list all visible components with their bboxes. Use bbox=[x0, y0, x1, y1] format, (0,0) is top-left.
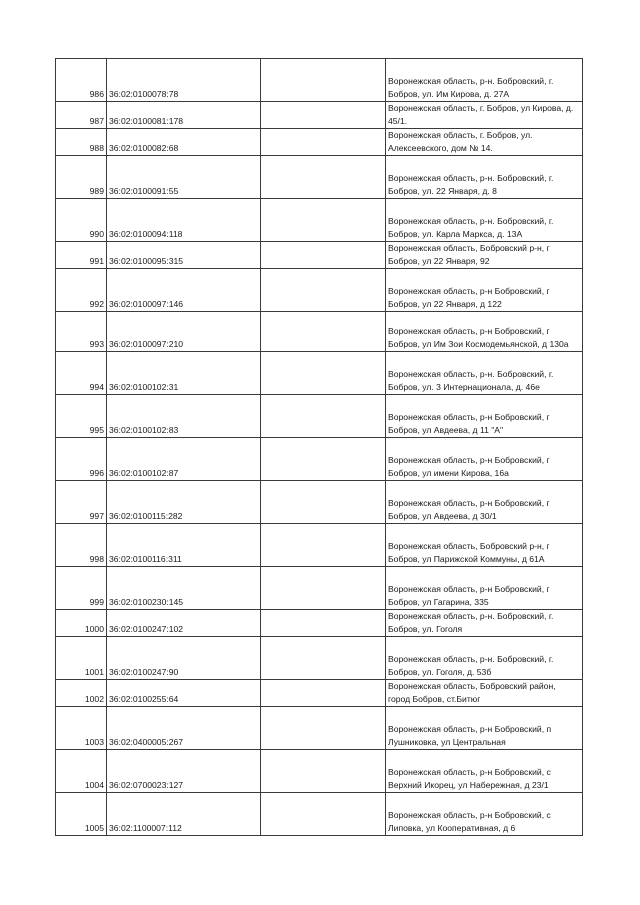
address-cell: Воронежская область, г. Бобров, ул Кирова, д. 45/1. bbox=[386, 102, 583, 129]
empty-cell bbox=[261, 129, 386, 156]
empty-cell bbox=[261, 707, 386, 750]
row-number: 1004 bbox=[56, 750, 107, 793]
cadastral-number: 36:02:0100095:315 bbox=[107, 242, 261, 269]
address-cell: Воронежская область, р-н Бобровский, г Бобров, ул Авдеева, д 11 "А" bbox=[386, 395, 583, 438]
cadastral-number: 36:02:0100255:64 bbox=[107, 680, 261, 707]
empty-cell bbox=[261, 199, 386, 242]
table-row bbox=[56, 242, 583, 269]
table-row bbox=[56, 352, 583, 395]
cadastral-number: 36:02:0100094:118 bbox=[107, 199, 261, 242]
table-row bbox=[56, 481, 583, 524]
row-number: 987 bbox=[56, 102, 107, 129]
row-number: 997 bbox=[56, 481, 107, 524]
table-row bbox=[56, 750, 583, 793]
address-cell: Воронежская область, р-н Бобровский, г Бобров, ул имени Кирова, 16а bbox=[386, 438, 583, 481]
cadastral-number: 36:02:0700023:127 bbox=[107, 750, 261, 793]
row-number: 1001 bbox=[56, 637, 107, 680]
empty-cell bbox=[261, 524, 386, 567]
cadastral-number: 36:02:1100007:112 bbox=[107, 793, 261, 836]
table-row bbox=[56, 793, 583, 836]
cadastral-number: 36:02:0100097:210 bbox=[107, 312, 261, 352]
cadastral-number: 36:02:0100082:68 bbox=[107, 129, 261, 156]
address-cell: Воронежская область, р-н Бобровский, с Верхний Икорец, ул Набережная, д 23/1 bbox=[386, 750, 583, 793]
empty-cell bbox=[261, 637, 386, 680]
address-cell: Воронежская область, р-н Бобровский, г Бобров, ул Им Зои Космодемьянской, д 130а bbox=[386, 312, 583, 352]
land-plot-table bbox=[55, 58, 583, 836]
row-number: 996 bbox=[56, 438, 107, 481]
empty-cell bbox=[261, 102, 386, 129]
empty-cell bbox=[261, 156, 386, 199]
address-cell: Воронежская область, г. Бобров, ул. Алексеевского, дом № 14. bbox=[386, 129, 583, 156]
table-row bbox=[56, 567, 583, 610]
cadastral-number: 36:02:0100102:31 bbox=[107, 352, 261, 395]
row-number: 1005 bbox=[56, 793, 107, 836]
row-number: 992 bbox=[56, 269, 107, 312]
row-number: 990 bbox=[56, 199, 107, 242]
address-cell: Воронежская область, р-н. Бобровский, г. Бобров, ул. Гоголя, д. 53б bbox=[386, 637, 583, 680]
row-number: 994 bbox=[56, 352, 107, 395]
row-number: 998 bbox=[56, 524, 107, 567]
table-row bbox=[56, 156, 583, 199]
table-row bbox=[56, 199, 583, 242]
table-row bbox=[56, 102, 583, 129]
address-cell: Воронежская область, р-н. Бобровский, г. Бобров, ул. 3 Интернационала, д. 46е bbox=[386, 352, 583, 395]
table-row bbox=[56, 395, 583, 438]
cadastral-number: 36:02:0100247:102 bbox=[107, 610, 261, 637]
row-number: 995 bbox=[56, 395, 107, 438]
row-number: 993 bbox=[56, 312, 107, 352]
table-row bbox=[56, 269, 583, 312]
empty-cell bbox=[261, 242, 386, 269]
cadastral-number: 36:02:0100078:78 bbox=[107, 59, 261, 102]
address-cell: Воронежская область, р-н Бобровский, с Липовка, ул Кооперативная, д 6 bbox=[386, 793, 583, 836]
cadastral-number: 36:02:0100102:87 bbox=[107, 438, 261, 481]
table-row bbox=[56, 524, 583, 567]
row-number: 1003 bbox=[56, 707, 107, 750]
empty-cell bbox=[261, 793, 386, 836]
empty-cell bbox=[261, 750, 386, 793]
table-row bbox=[56, 637, 583, 680]
empty-cell bbox=[261, 312, 386, 352]
row-number: 991 bbox=[56, 242, 107, 269]
address-cell: Воронежская область, р-н Бобровский, п Лушниковка, ул Центральная bbox=[386, 707, 583, 750]
cadastral-number: 36:02:0100097:146 bbox=[107, 269, 261, 312]
row-number: 989 bbox=[56, 156, 107, 199]
empty-cell bbox=[261, 567, 386, 610]
cadastral-number: 36:02:0100115:282 bbox=[107, 481, 261, 524]
empty-cell bbox=[261, 438, 386, 481]
address-cell: Воронежская область, р-н Бобровский, г Бобров, ул Авдеева, д 30/1 bbox=[386, 481, 583, 524]
row-number: 1000 bbox=[56, 610, 107, 637]
empty-cell bbox=[261, 610, 386, 637]
address-cell: Воронежская область, р-н. Бобровский, г. Бобров, ул. Гоголя bbox=[386, 610, 583, 637]
address-cell: Воронежская область, Бобровский район, город Бобров, ст.Битюг bbox=[386, 680, 583, 707]
empty-cell bbox=[261, 352, 386, 395]
table-row bbox=[56, 59, 583, 102]
empty-cell bbox=[261, 269, 386, 312]
address-cell: Воронежская область, р-н Бобровский, г Бобров, ул 22 Января, д 122 bbox=[386, 269, 583, 312]
table-row bbox=[56, 610, 583, 637]
cadastral-number: 36:02:0100230:145 bbox=[107, 567, 261, 610]
address-cell: Воронежская область, р-н. Бобровский, г. Бобров, ул. Им Кирова, д. 27А bbox=[386, 59, 583, 102]
row-number: 1002 bbox=[56, 680, 107, 707]
row-number: 986 bbox=[56, 59, 107, 102]
address-cell: Воронежская область, Бобровский р-н, г Бобров, ул Парижской Коммуны, д 61А bbox=[386, 524, 583, 567]
empty-cell bbox=[261, 481, 386, 524]
cadastral-number: 36:02:0100081:178 bbox=[107, 102, 261, 129]
cadastral-number: 36:02:0100116:311 bbox=[107, 524, 261, 567]
empty-cell bbox=[261, 59, 386, 102]
table-row bbox=[56, 438, 583, 481]
cadastral-number: 36:02:0100102:83 bbox=[107, 395, 261, 438]
address-cell: Воронежская область, р-н Бобровский, г Бобров, ул Гагарина, 335 bbox=[386, 567, 583, 610]
cadastral-number: 36:02:0100247:90 bbox=[107, 637, 261, 680]
table-row bbox=[56, 129, 583, 156]
cadastral-number: 36:02:0100091:55 bbox=[107, 156, 261, 199]
row-number: 999 bbox=[56, 567, 107, 610]
table-row bbox=[56, 312, 583, 352]
row-number: 988 bbox=[56, 129, 107, 156]
table-row bbox=[56, 680, 583, 707]
address-cell: Воронежская область, р-н. Бобровский, г. Бобров, ул. 22 Января, д. 8 bbox=[386, 156, 583, 199]
empty-cell bbox=[261, 680, 386, 707]
address-cell: Воронежская область, р-н. Бобровский, г. Бобров, ул. Карла Маркса, д. 13А bbox=[386, 199, 583, 242]
address-cell: Воронежская область, Бобровский р-н, г Бобров, ул 22 Января, 92 bbox=[386, 242, 583, 269]
cadastral-number: 36:02:0400005:267 bbox=[107, 707, 261, 750]
table-row bbox=[56, 707, 583, 750]
empty-cell bbox=[261, 395, 386, 438]
